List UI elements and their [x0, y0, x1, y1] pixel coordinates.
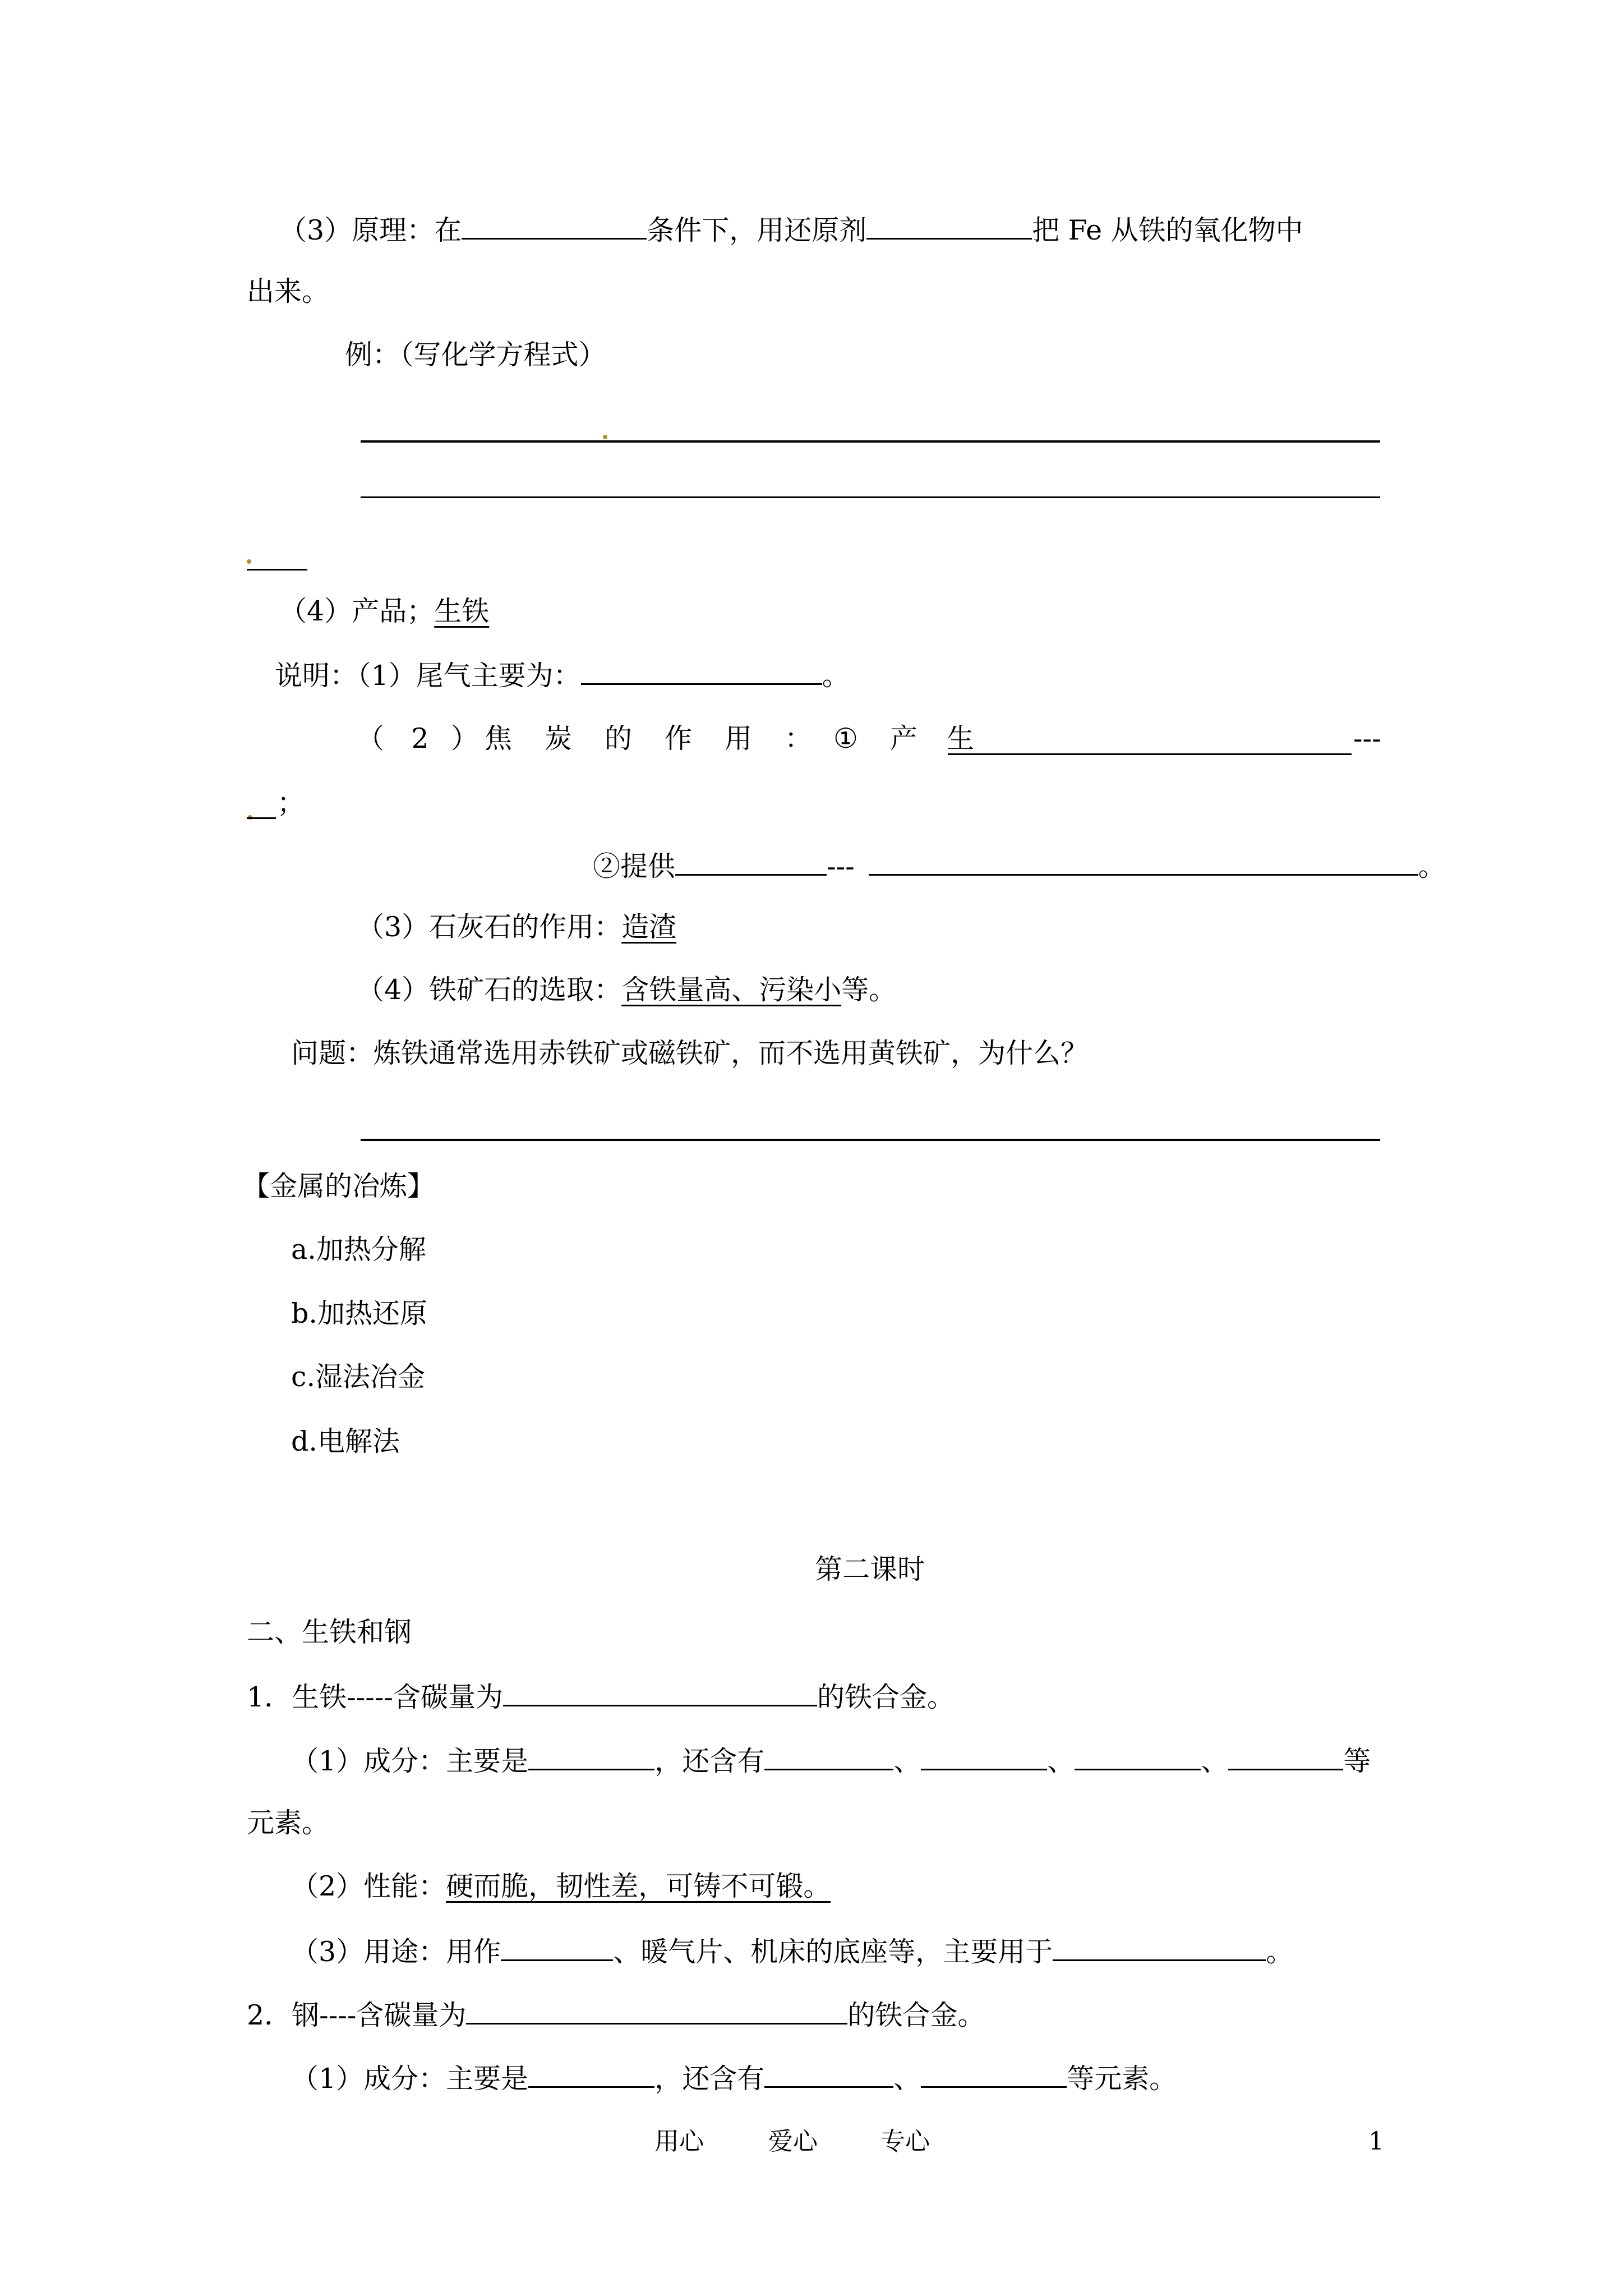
- text: 1．生铁-----含碳量为: [247, 1681, 503, 1713]
- steel-composition: [291, 2060, 1177, 2096]
- footer-word: 用心: [654, 2127, 704, 2156]
- text: 、: [1047, 1745, 1075, 1777]
- provide-line: [593, 848, 1446, 884]
- footer-word: 爱心: [768, 2127, 818, 2156]
- pig-iron-property: [291, 1870, 831, 1903]
- pig-iron-composition-cont: 元素。: [247, 1807, 330, 1839]
- blank: [466, 1997, 847, 2024]
- text: （3）石灰石的作用：: [357, 911, 622, 943]
- coke-end: ；: [277, 787, 305, 819]
- blank: [921, 1743, 1047, 1770]
- char: ①: [833, 723, 858, 754]
- list-item: b.加热还原: [291, 1297, 427, 1329]
- answer-rule: [948, 753, 1352, 755]
- blank: [581, 657, 822, 685]
- text: （3）原理：在: [279, 214, 462, 246]
- pig-iron-use: [291, 1934, 1293, 1969]
- blank: [869, 848, 1418, 876]
- text: ---: [827, 850, 855, 882]
- text: （4）铁矿石的选取：: [357, 974, 622, 1006]
- text: 2．钢----含碳量为: [247, 1999, 467, 2031]
- section-title: 二、生铁和钢: [247, 1616, 412, 1648]
- answer-rule: [361, 440, 1380, 443]
- char: ：: [785, 723, 813, 754]
- answer-rule: [247, 569, 307, 570]
- coke-line: [357, 722, 1000, 756]
- char: 产: [890, 723, 918, 754]
- text: （1）成分：主要是: [291, 2063, 529, 2095]
- coke-dash: ---: [1353, 723, 1381, 754]
- list-item: d.电解法: [291, 1425, 400, 1457]
- blank: [1053, 1934, 1266, 1961]
- text: 等: [1343, 1745, 1371, 1777]
- answer-rule: [361, 496, 1380, 498]
- char: 生: [947, 723, 975, 754]
- text: 的铁合金。: [847, 1999, 985, 2031]
- text: 、: [1201, 1745, 1229, 1777]
- char: 作: [665, 723, 693, 754]
- limestone-line: [357, 910, 676, 944]
- steel-line: [247, 1997, 985, 2032]
- principle-line: [279, 212, 1303, 247]
- property-value: 硬而脆，韧性差，可铸不可锻。: [446, 1870, 831, 1902]
- text: 条件下，用还原剂: [647, 214, 867, 246]
- speck: [247, 559, 251, 564]
- text: 、: [893, 1745, 921, 1777]
- text: 把 Fe 从铁的氧化物中: [1032, 214, 1303, 246]
- pig-iron-composition: [291, 1743, 1371, 1778]
- text: （3）用途：用作: [291, 1936, 501, 1968]
- char: 焦: [485, 723, 513, 754]
- product-line: [279, 595, 489, 628]
- text: ，还含有: [654, 2063, 765, 2095]
- char: 用: [725, 723, 753, 754]
- text: 、: [893, 2063, 921, 2095]
- section-heading: 【金属的冶炼】: [242, 1170, 435, 1202]
- ore-value: 含铁量高、污染小: [621, 974, 842, 1006]
- product-value: 生铁: [434, 595, 490, 627]
- speck: [603, 435, 607, 439]
- blank: [866, 212, 1032, 240]
- text: 的铁合金。: [817, 1681, 955, 1713]
- footer-word: 专心: [880, 2127, 930, 2156]
- blank: [462, 212, 647, 240]
- ore-line: [357, 973, 896, 1007]
- list-item: c.湿法冶金: [291, 1361, 426, 1393]
- text: （2）性能：: [291, 1870, 446, 1902]
- blank: [1228, 1743, 1343, 1770]
- text: ，还含有: [654, 1745, 765, 1777]
- blank: [764, 1743, 893, 1770]
- blank: [503, 1679, 817, 1706]
- text: 、暖气片、机床的底座等，主要用于: [613, 1936, 1053, 1968]
- answer-rule: [361, 1139, 1380, 1141]
- example-prompt: 例：（写化学方程式）: [345, 339, 606, 371]
- blank: [764, 2060, 893, 2088]
- text: 等。: [841, 974, 897, 1006]
- char: 2: [411, 723, 429, 754]
- blank: [528, 1743, 654, 1770]
- text: 等元素。: [1067, 2063, 1177, 2095]
- blank: [528, 2060, 654, 2088]
- char: 的: [605, 723, 633, 754]
- limestone-value: 造渣: [621, 911, 677, 943]
- text: （4）产品；: [279, 595, 435, 627]
- text: 。: [1418, 850, 1446, 882]
- text: 说明：（1）尾气主要为：: [275, 660, 581, 692]
- blank: [921, 2060, 1067, 2088]
- blank: [675, 848, 827, 876]
- char: （: [357, 723, 385, 754]
- blank: [1075, 1743, 1201, 1770]
- text: ②提供: [593, 850, 676, 882]
- answer-rule: [247, 817, 276, 819]
- text: （1）成分：主要是: [291, 1745, 529, 1777]
- lesson-title: 第二课时: [815, 1553, 925, 1585]
- list-item: a.加热分解: [291, 1234, 426, 1266]
- text: 。: [822, 660, 850, 692]
- pig-iron-line: [247, 1679, 955, 1714]
- note-line: [275, 657, 850, 693]
- question-line: 问题：炼铁通常选用赤铁矿或磁铁矿，而不选用黄铁矿，为什么？: [291, 1037, 1089, 1069]
- page-number: 1: [1368, 2127, 1384, 2156]
- principle-line-cont: 出来。: [247, 275, 330, 307]
- char: ）: [451, 723, 479, 754]
- char: 炭: [545, 723, 573, 754]
- text: 。: [1266, 1936, 1294, 1968]
- blank: [501, 1934, 613, 1961]
